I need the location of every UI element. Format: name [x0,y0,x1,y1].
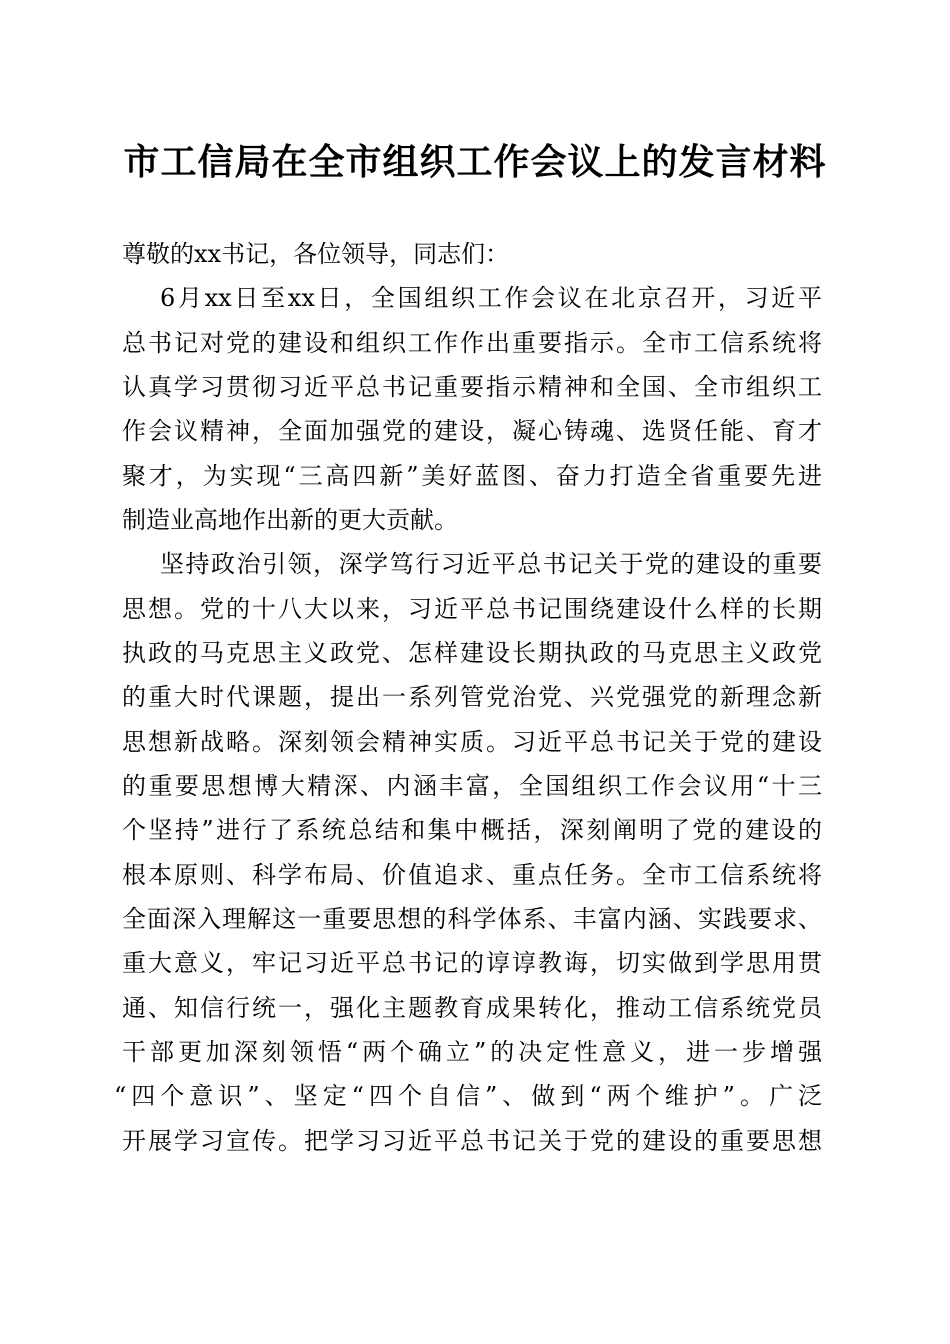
paragraph-line: 根本原则、科学布局、价值追求、重点任务。全市工信系统将 [122,860,822,889]
paragraph-line: 的重要思想博大精深、内涵丰富，全国组织工作会议用“十三 [122,771,822,800]
paragraph-line: 制造业高地作出新的更大贡献。 [122,505,458,534]
paragraph-line: 通、知信行统一，强化主题教育成果转化，推动工信系统党员 [122,993,822,1022]
paragraph-line: 的重大时代课题，提出一系列管党治党、兴党强党的新理念新 [122,683,822,712]
paragraph-line: 开展学习宣传。把学习习近平总书记关于党的建设的重要思想 [122,1126,822,1155]
paragraph-line: 聚才，为实现“三高四新”美好蓝图、奋力打造全省重要先进 [122,461,822,490]
paragraph-line: 执政的马克思主义政党、怎样建设长期执政的马克思主义政党 [122,638,822,667]
document-title: 市工信局在全市组织工作会议上的发言材料 [123,141,827,183]
paragraph-1 [122,276,822,542]
salutation: 尊敬的xx书记，各位领导，同志们： [122,240,510,268]
paragraph-line: 认真学习贯彻习近平总书记重要指示精神和全国、全市组织工 [122,372,822,401]
paragraph-line: 全面深入理解这一重要思想的科学体系、丰富内涵、实践要求、 [122,904,822,933]
document-body [114,232,822,1163]
paragraph-line: “四个意识”、坚定“四个自信”、做到“两个维护”。广泛 [114,1082,822,1111]
paragraph-line: 作会议精神，全面加强党的建设，凝心铸魂、选贤任能、育才 [122,417,822,446]
paragraph-line: 思想新战略。深刻领会精神实质。习近平总书记关于党的建设 [122,727,822,756]
paragraph-line: 重大意义，牢记习近平总书记的谆谆教诲，切实做到学思用贯 [122,949,822,978]
paragraph-line: 坚持政治引领，深学笃行习近平总书记关于党的建设的重要 [160,550,822,579]
paragraph-line: 6月xx日至xx日，全国组织工作会议在北京召开，习近平 [160,284,822,313]
paragraph-line: 思想。党的十八大以来，习近平总书记围绕建设什么样的长期 [122,594,822,623]
paragraph-line: 总书记对党的建设和组织工作作出重要指示。全市工信系统将 [122,328,822,357]
paragraph-2 [114,542,822,1163]
paragraph-line: 个坚持”进行了系统总结和集中概括，深刻阐明了党的建设的 [122,816,822,845]
paragraph-line: 干部更加深刻领悟“两个确立”的决定性意义，进一步增强 [122,1037,822,1066]
